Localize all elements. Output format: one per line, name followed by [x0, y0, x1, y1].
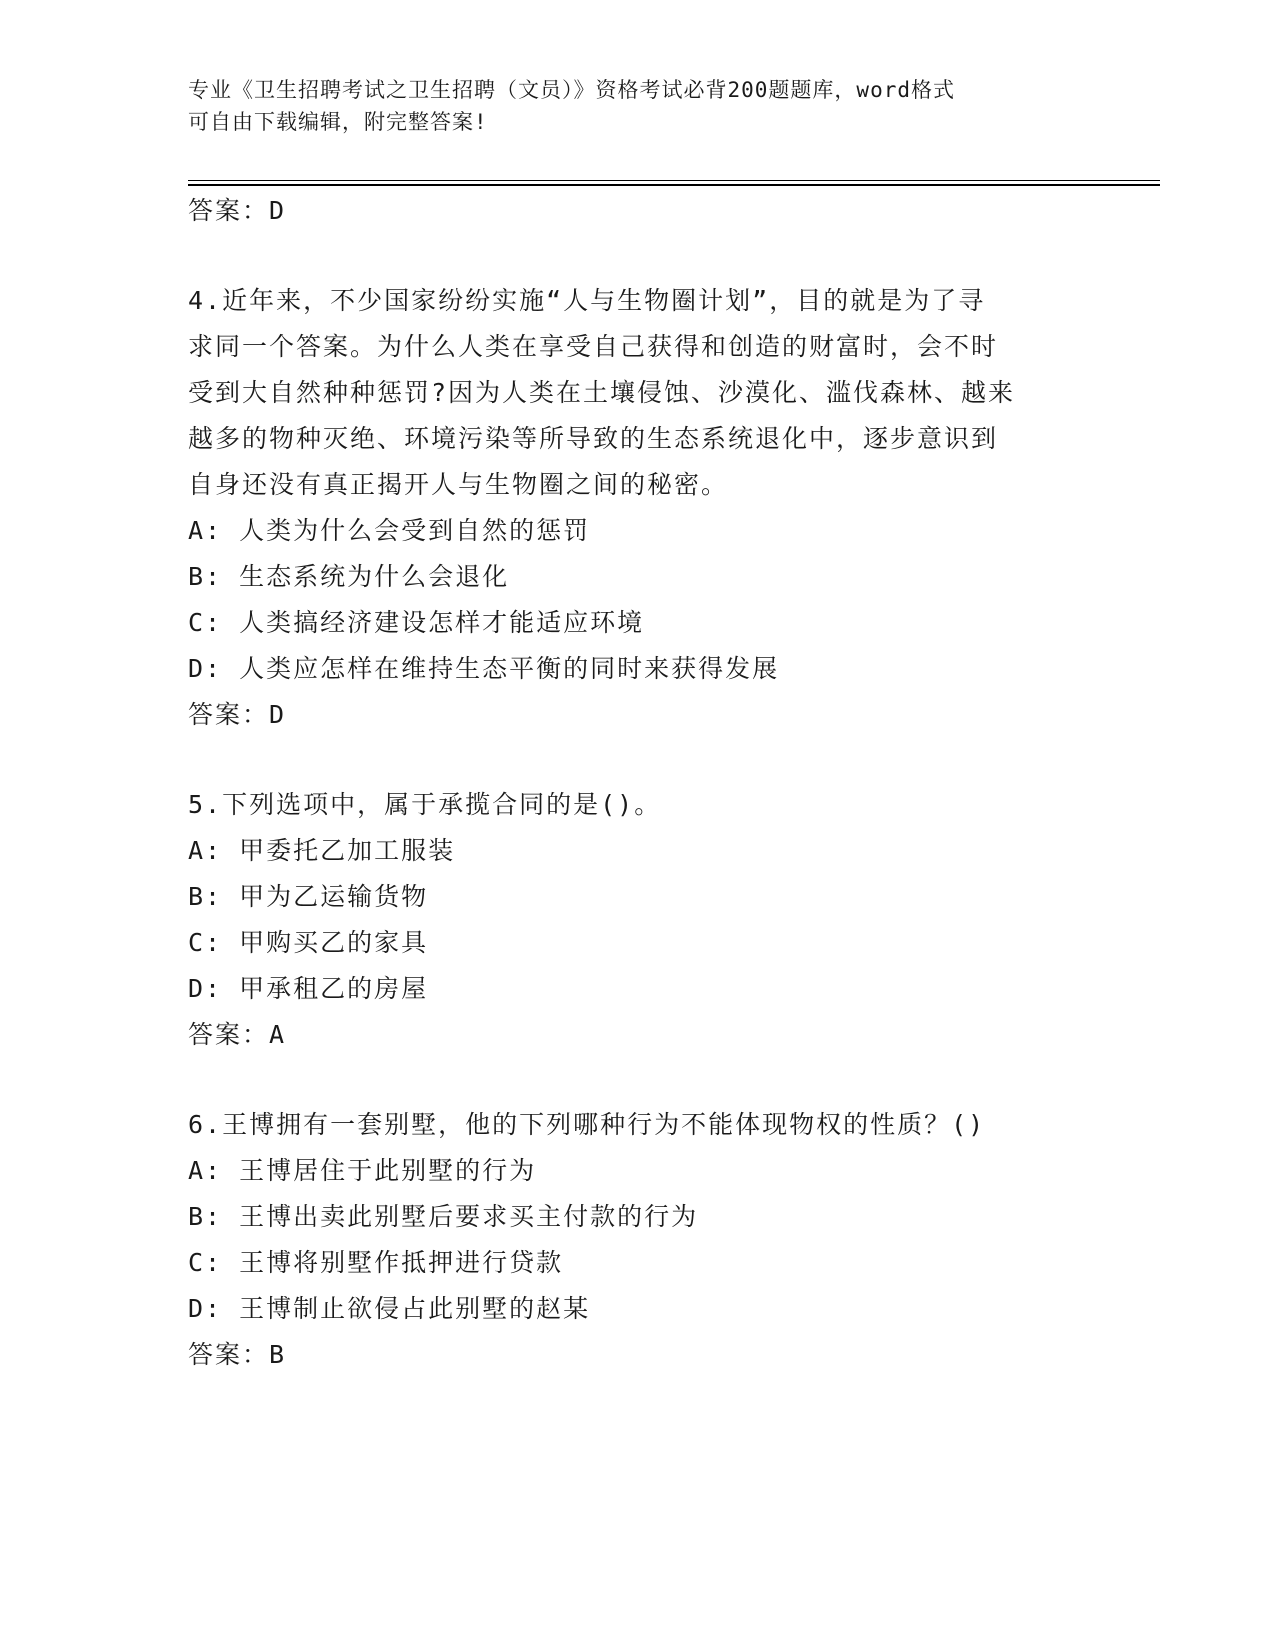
answer-line: 答案：D — [188, 700, 287, 729]
spacer — [188, 234, 1078, 278]
option-b: B: 王博出卖此别墅后要求买主付款的行为 — [188, 1202, 699, 1231]
question-stem-line: 4.近年来，不少国家纷纷实施“人与生物圈计划”，目的就是为了寻 — [188, 286, 986, 315]
option-b: B: 甲为乙运输货物 — [188, 882, 429, 911]
question-stem-line: 自身还没有真正揭开人与生物圈之间的秘密。 — [188, 470, 729, 499]
answer-line: 答案：A — [188, 1020, 287, 1049]
option-c: C: 甲购买乙的家具 — [188, 928, 429, 957]
option-a: A: 王博居住于此别墅的行为 — [188, 1156, 537, 1185]
option-a: A: 甲委托乙加工服装 — [188, 836, 456, 865]
header-rule-thick — [188, 184, 1160, 186]
question-stem-line: 5.下列选项中，属于承揽合同的是()。 — [188, 790, 662, 819]
page-header — [188, 74, 1068, 138]
option-d: D: 人类应怎样在维持生态平衡的同时来获得发展 — [188, 654, 780, 683]
option-c: C: 人类搞经济建设怎样才能适应环境 — [188, 608, 645, 637]
previous-answer: 答案：D — [188, 196, 287, 225]
question-content — [188, 188, 1078, 1378]
question-block-5 — [188, 782, 1078, 1058]
question-block-6 — [188, 1102, 1078, 1378]
header-title-line-2: 可自由下载编辑，附完整答案! — [188, 110, 488, 134]
spacer — [188, 738, 1078, 782]
spacer — [188, 1058, 1078, 1102]
question-block-4 — [188, 278, 1078, 738]
question-stem-line: 求同一个答案。为什么人类在享受自己获得和创造的财富时，会不时 — [188, 332, 999, 361]
question-stem-line: 受到大自然种种惩罚?因为人类在土壤侵蚀、沙漠化、滥伐森林、越来 — [188, 378, 1016, 407]
option-d: D: 甲承租乙的房屋 — [188, 974, 429, 1003]
question-stem-line: 6.王博拥有一套别墅，他的下列哪种行为不能体现物权的性质？() — [188, 1110, 986, 1139]
header-title-line-1: 专业《卫生招聘考试之卫生招聘（文员）》资格考试必背200题题库，word格式 — [188, 78, 955, 102]
option-b: B: 生态系统为什么会退化 — [188, 562, 510, 591]
question-stem-line: 越多的物种灭绝、环境污染等所导致的生态系统退化中，逐步意识到 — [188, 424, 999, 453]
header-rule-thin — [188, 180, 1160, 181]
option-c: C: 王博将别墅作抵押进行贷款 — [188, 1248, 564, 1277]
answer-line: 答案：B — [188, 1340, 287, 1369]
option-d: D: 王博制止欲侵占此别墅的赵某 — [188, 1294, 591, 1323]
option-a: A: 人类为什么会受到自然的惩罚 — [188, 516, 591, 545]
